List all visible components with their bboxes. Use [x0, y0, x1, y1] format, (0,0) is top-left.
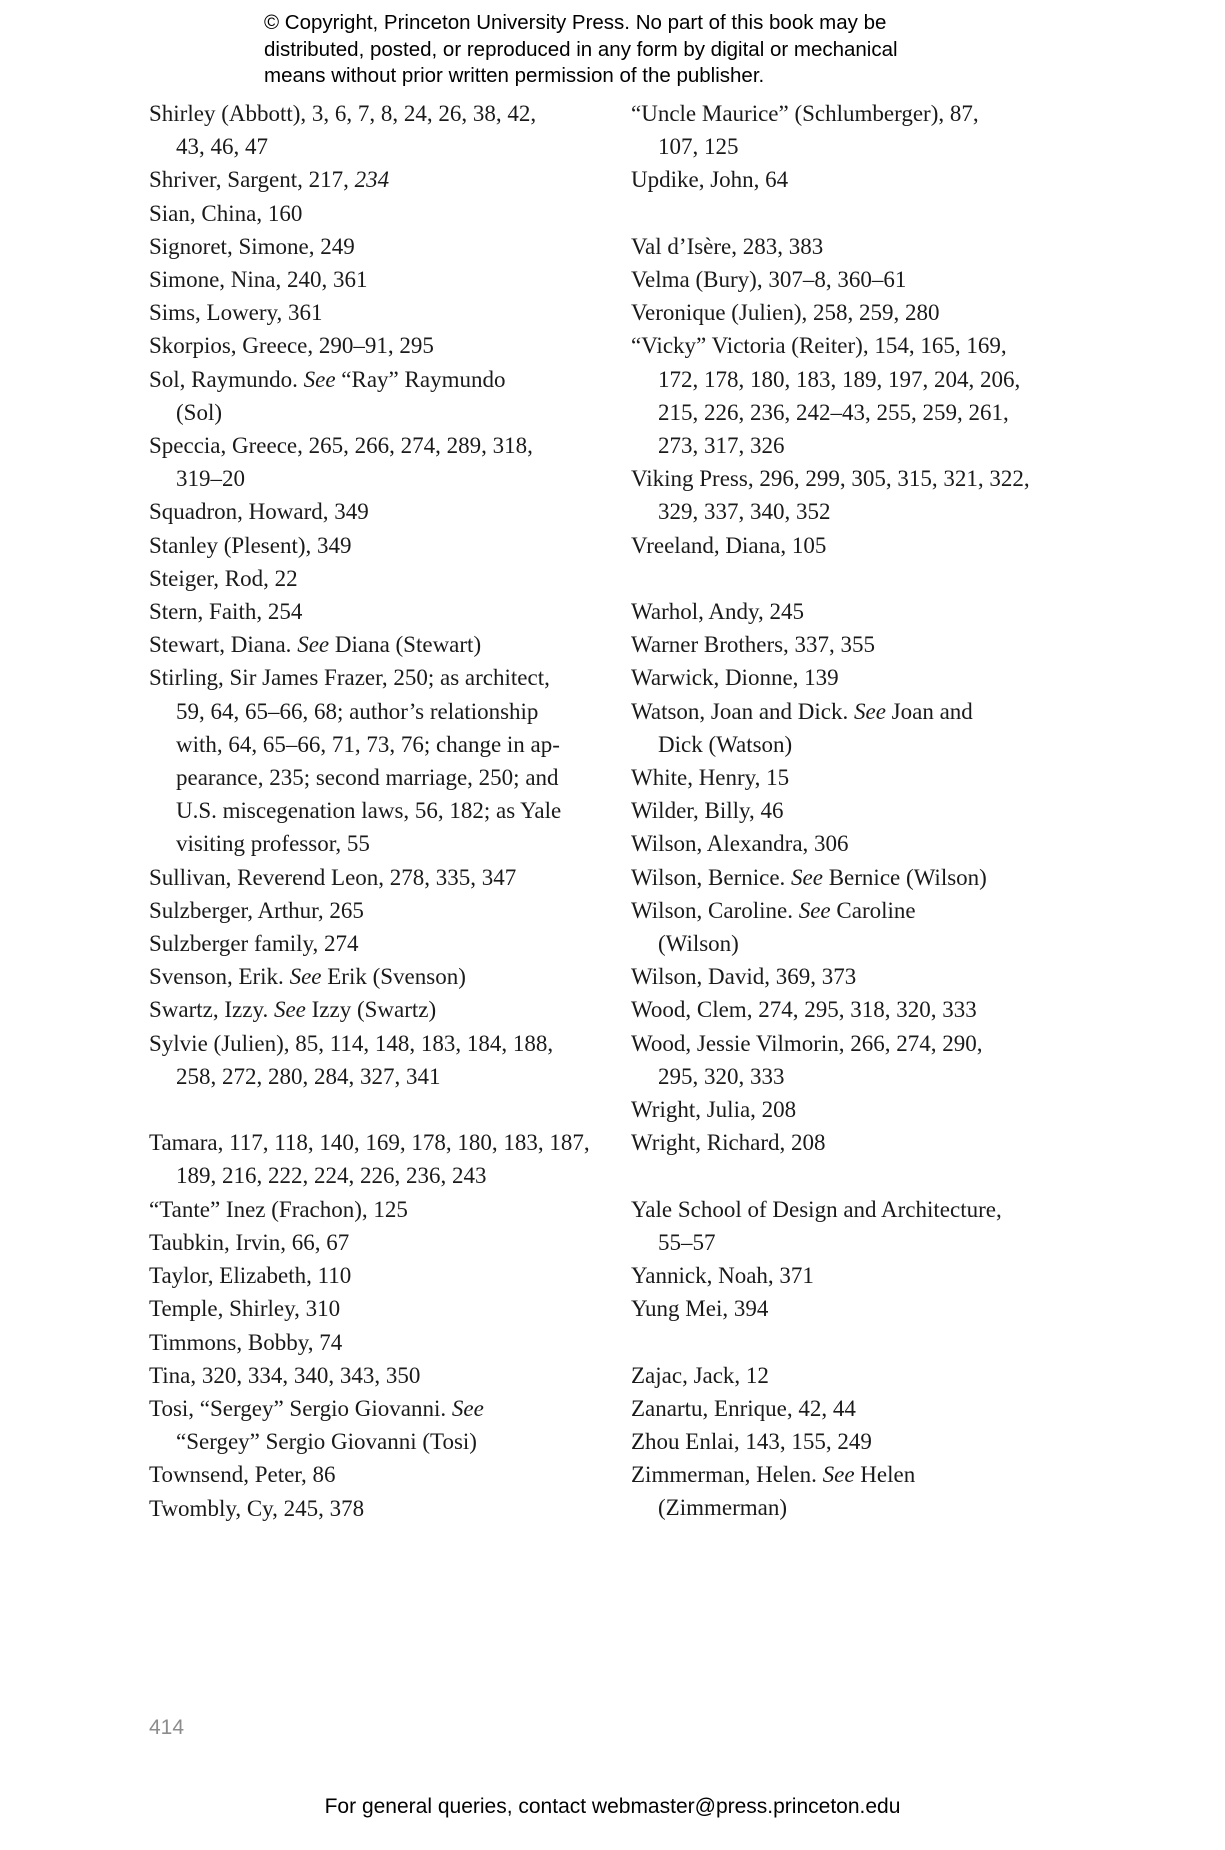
index-entry: Veronique (Julien), 258, 259, 280: [631, 300, 940, 326]
copyright-line: © Copyright, Princeton University Press. No part of this book may be: [264, 11, 887, 34]
index-entry: Wilson, Caroline. See Caroline (Wilson): [631, 897, 916, 957]
index-entry: Zhou Enlai, 143, 155, 249: [631, 1429, 872, 1455]
index-column-left: [149, 97, 614, 1525]
index-entry: Sulzberger family, 274: [149, 931, 359, 957]
index-entry: “Tante” Inez (Frachon), 125: [149, 1196, 408, 1222]
index-entry: Warner Brothers, 337, 355: [631, 632, 876, 658]
copyright-line: means without prior written permission of the publisher.: [264, 64, 765, 87]
letter-section-gap: [631, 562, 1081, 595]
index-entry: Sulzberger, Arthur, 265: [149, 897, 364, 923]
index-entry: White, Henry, 15: [631, 765, 790, 791]
index-entry: Swartz, Izzy. See Izzy (Swartz): [149, 997, 437, 1023]
index-entry: Squadron, Howard, 349: [149, 499, 369, 525]
index-entry: Sylvie (Julien), 85, 114, 148, 183, 184, 188, 258, 272, 280, 284, 327, 341: [149, 1030, 554, 1089]
index-entry: Wilder, Billy, 46: [631, 798, 784, 824]
index-entry: Timmons, Bobby, 74: [149, 1329, 343, 1355]
page-number: 414: [149, 1716, 185, 1739]
index-italic: See: [798, 897, 831, 923]
index-entry: Yannick, Noah, 371: [631, 1263, 814, 1289]
index-italic: See: [303, 366, 336, 392]
index-entry: Velma (Bury), 307–8, 360–61: [631, 267, 907, 292]
index-entry: Shirley (Abbott), 3, 6, 7, 8, 24, 26, 38, 42, 43, 46, 47: [149, 101, 537, 160]
index-entry: Stanley (Plesent), 349: [149, 532, 352, 558]
index-entry: Wright, Richard, 208: [631, 1130, 826, 1156]
index-entry: Taubkin, Irvin, 66, 67: [149, 1229, 350, 1255]
index-entry: Sullivan, Reverend Leon, 278, 335, 347: [149, 864, 517, 890]
copyright-line: distributed, posted, or reproduced in any form by digital or mechanical: [264, 37, 898, 61]
index-italic: 234: [354, 167, 390, 193]
index-entry: Wilson, Alexandra, 306: [631, 831, 849, 857]
letter-section-gap: [631, 197, 1081, 230]
index-italic: See: [297, 632, 330, 658]
index-italic: See: [822, 1462, 855, 1488]
index-entry: Townsend, Peter, 86: [149, 1462, 336, 1488]
index-entry: Yung Mei, 394: [631, 1296, 769, 1322]
index-entry: Simone, Nina, 240, 361: [149, 267, 368, 293]
index-entry: Temple, Shirley, 310: [149, 1296, 341, 1322]
letter-section-gap: [631, 1325, 1081, 1358]
index-entry: Sian, China, 160: [149, 200, 303, 226]
index-entry: Warhol, Andy, 245: [631, 599, 804, 625]
index-entry: Zimmerman, Helen. See Helen (Zimmerman): [631, 1462, 916, 1521]
index-entry: Svenson, Erik. See Erik (Svenson): [149, 964, 466, 990]
index-entry: Signoret, Simone, 249: [149, 233, 355, 259]
index-entry: Speccia, Greece, 265, 266, 274, 289, 318, 319–20: [149, 433, 533, 492]
index-entry: Skorpios, Greece, 290–91, 295: [149, 333, 434, 359]
index-entry: Taylor, Elizabeth, 110: [149, 1263, 352, 1289]
index-entry: Zanartu, Enrique, 42, 44: [631, 1395, 856, 1421]
index-italic: See: [289, 964, 322, 990]
index-entry: Twombly, Cy, 245, 378: [149, 1495, 365, 1521]
index-entry: Sims, Lowery, 361: [149, 300, 323, 326]
index-entry: “Uncle Maurice” (Schlumberger), 87, 107, 125: [631, 101, 979, 160]
index-entry: Vreeland, Diana, 105: [631, 532, 827, 558]
index-column-right: [631, 97, 1081, 1525]
index-entry: Updike, John, 64: [631, 167, 789, 193]
index-italic: See: [451, 1395, 484, 1421]
index-entry: Yale School of Design and Architecture, 55–57: [631, 1196, 1002, 1255]
index-entry: Steiger, Rod, 22: [149, 565, 298, 591]
index-entry: Sol, Raymundo. See “Ray” Raymundo (Sol): [149, 366, 506, 425]
index-entry: Wright, Julia, 208: [631, 1097, 797, 1123]
index-entry: Warwick, Dionne, 139: [631, 665, 839, 691]
letter-section-gap: [149, 1093, 614, 1126]
index-entry: Stirling, Sir James Frazer, 250; as architect, 59, 64, 65–66, 68; author’s relationship with, 64, 65–66, 71, 73, 76; change in ap- pearance, 235; second marriage, 250; and U.S. miscegenation laws, 56, 182; as Yale visiting professor, 55: [149, 665, 562, 857]
index-entry: Stern, Faith, 254: [149, 599, 303, 625]
index-entry: Watson, Joan and Dick. See Joan and Dick (Watson): [631, 698, 973, 757]
index-italic: See: [791, 864, 823, 890]
index-entry: Wilson, Bernice. See Bernice (Wilson): [631, 864, 987, 890]
index-entry: Val d’Isère, 283, 383: [631, 233, 824, 259]
index-entry: Viking Press, 296, 299, 305, 315, 321, 322, 329, 337, 340, 352: [631, 466, 1030, 525]
index-entry: Stewart, Diana. See Diana (Stewart): [149, 632, 482, 658]
copyright-notice: [264, 10, 1024, 90]
letter-section-gap: [631, 1159, 1081, 1192]
index-entry: Wood, Clem, 274, 295, 318, 320, 333: [631, 997, 977, 1023]
index-entry: Zajac, Jack, 12: [631, 1362, 769, 1388]
index-entry: “Vicky” Victoria (Reiter), 154, 165, 169, 172, 178, 180, 183, 189, 197, 204, 206, 215, 226, 236, 242–43, 255, 259, 261, 273, 317, 326: [631, 333, 1021, 459]
index-entry: Wood, Jessie Vilmorin, 266, 274, 290, 295, 320, 333: [631, 1030, 983, 1089]
index-italic: See: [273, 997, 306, 1023]
index-italic: See: [854, 698, 886, 724]
index-entry: Shriver, Sargent, 217, 234: [149, 167, 390, 193]
index-entry: Tamara, 117, 118, 140, 169, 178, 180, 183, 187, 189, 216, 222, 224, 226, 236, 243: [149, 1130, 590, 1189]
index-entry: Tina, 320, 334, 340, 343, 350: [149, 1362, 421, 1388]
footer-contact: For general queries, contact webmaster@press.princeton.edu: [324, 1795, 901, 1818]
index-entry: Tosi, “Sergey” Sergio Giovanni. See “Sergey” Sergio Giovanni (Tosi): [149, 1395, 484, 1455]
index-entry: Wilson, David, 369, 373: [631, 964, 857, 990]
